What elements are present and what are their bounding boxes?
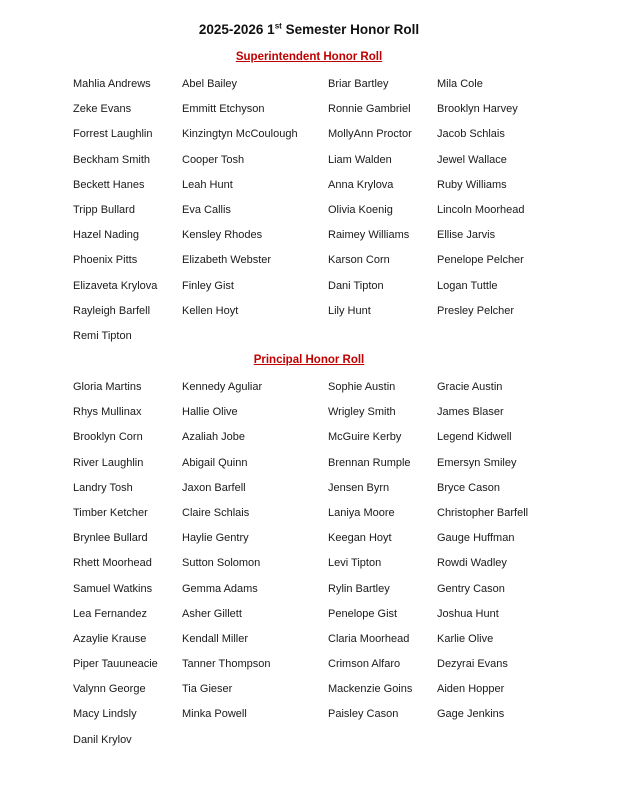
student-name: Phoenix Pitts [73, 254, 138, 267]
student-name: Azaylie Krause [73, 632, 147, 645]
student-name: Kinzingtyn McCoulough [182, 128, 298, 141]
student-name: Rylin Bartley [328, 582, 390, 595]
student-name: Keegan Hoyt [328, 532, 392, 545]
student-name: Sophie Austin [328, 381, 396, 393]
student-name: Ruby Williams [437, 178, 507, 191]
student-name: Kensley Rhodes [182, 229, 263, 242]
page-title [0, 22, 618, 37]
student-name: Elizabeth Webster [182, 254, 272, 267]
title-prefix: 2025-2026 1 [198, 22, 275, 37]
name-row [73, 153, 613, 178]
student-name: Jaxon Barfell [182, 481, 246, 494]
name-row [73, 228, 613, 253]
student-name: Lea Fernandez [73, 607, 147, 620]
name-row [73, 707, 613, 732]
student-name: Emersyn Smiley [437, 456, 517, 469]
name-row [73, 657, 613, 682]
student-name: Rhys Mullinax [73, 406, 142, 419]
name-row [73, 506, 613, 531]
student-name: Abigail Quinn [182, 456, 248, 469]
student-name: Claria Moorhead [328, 632, 410, 645]
student-name: Cooper Tosh [182, 153, 245, 166]
student-name: Brennan Rumple [328, 456, 411, 469]
student-name: Remi Tipton [73, 329, 132, 342]
student-name: Forrest Laughlin [73, 128, 153, 141]
name-row [73, 329, 613, 354]
student-name: Rhett Moorhead [73, 557, 152, 570]
student-name: Jensen Byrn [328, 481, 390, 494]
name-row [73, 178, 613, 203]
student-name: James Blaser [437, 406, 504, 419]
student-name: Crimson Alfaro [328, 658, 401, 671]
student-name: Bryce Cason [437, 481, 500, 494]
name-row [73, 127, 613, 152]
student-name: Dani Tipton [328, 279, 384, 292]
student-name: Leah Hunt [182, 178, 233, 191]
name-row [73, 456, 613, 481]
name-row [73, 77, 613, 102]
student-name: Mila Cole [437, 78, 483, 90]
student-name: Timber Ketcher [73, 506, 148, 519]
name-row [73, 556, 613, 581]
student-name: Kennedy Aguliar [182, 381, 263, 393]
student-name: Valynn George [73, 683, 146, 696]
name-row [73, 380, 613, 405]
principal-honor-roll-list [73, 380, 613, 758]
name-row [73, 481, 613, 506]
name-row [73, 531, 613, 556]
student-name: Gentry Cason [437, 582, 505, 595]
student-name: Sutton Solomon [182, 557, 261, 570]
student-name: Anna Krylova [328, 178, 394, 191]
student-name: Presley Pelcher [437, 304, 515, 317]
student-name: Tripp Bullard [73, 203, 135, 216]
student-name: Abel Bailey [182, 78, 238, 90]
student-name: Rowdi Wadley [437, 557, 507, 570]
student-name: Landry Tosh [73, 481, 133, 494]
student-name: McGuire Kerby [328, 431, 402, 444]
student-name: Raimey Williams [328, 229, 410, 242]
superintendent-honor-roll-list [73, 77, 613, 354]
student-name: Azaliah Jobe [182, 431, 245, 444]
superintendent-honor-roll-heading: Superintendent Honor Roll [235, 51, 383, 63]
name-row [73, 279, 613, 304]
student-name: Brooklyn Corn [73, 431, 143, 444]
student-name: Hallie Olive [182, 406, 238, 419]
student-name: Minka Powell [182, 708, 247, 721]
student-name: Dezyrai Evans [437, 658, 508, 671]
student-name: Penelope Gist [328, 607, 398, 620]
name-row [73, 405, 613, 430]
student-name: Logan Tuttle [437, 279, 498, 292]
student-name: Jewel Wallace [437, 153, 507, 166]
student-name: Haylie Gentry [182, 532, 249, 545]
student-name: Legend Kidwell [437, 431, 512, 444]
student-name: Gage Jenkins [437, 708, 505, 721]
name-row [73, 632, 613, 657]
name-row [73, 682, 613, 707]
name-row [73, 582, 613, 607]
student-name: Jacob Schlais [437, 128, 505, 141]
name-row [73, 430, 613, 455]
student-name: Lincoln Moorhead [437, 203, 525, 216]
student-name: Brynlee Bullard [73, 532, 148, 545]
name-row [73, 304, 613, 329]
title-ordinal-suffix: st [274, 21, 282, 31]
student-name: Liam Walden [328, 153, 392, 166]
student-name: Piper Tauuneacie [73, 658, 158, 671]
student-name: Karlie Olive [437, 632, 494, 645]
student-name: Finley Gist [182, 279, 234, 292]
student-name: Kellen Hoyt [182, 304, 239, 317]
student-name: Rayleigh Barfell [73, 304, 151, 317]
student-name: Lily Hunt [328, 304, 371, 317]
student-name: Elizaveta Krylova [73, 279, 158, 292]
student-name: Eva Callis [182, 203, 231, 216]
student-name: Briar Bartley [328, 78, 389, 90]
student-name: Gemma Adams [182, 582, 258, 595]
name-row [73, 253, 613, 278]
student-name: Zeke Evans [73, 103, 132, 116]
student-name: Karson Corn [328, 254, 390, 267]
student-name: Ellise Jarvis [437, 229, 496, 242]
student-name: Asher Gillett [182, 607, 242, 620]
student-name: Christopher Barfell [437, 506, 529, 519]
student-name: River Laughlin [73, 456, 144, 469]
name-row [73, 733, 613, 758]
student-name: Olivia Koenig [328, 203, 393, 216]
student-name: Brooklyn Harvey [437, 103, 518, 116]
student-name: Danil Krylov [73, 733, 132, 746]
student-name: Tia Gieser [182, 683, 233, 696]
student-name: Mahlia Andrews [73, 78, 151, 90]
student-name: Paisley Cason [328, 708, 399, 721]
student-name: Tanner Thompson [182, 658, 271, 671]
name-row [73, 203, 613, 228]
student-name: Emmitt Etchyson [182, 103, 265, 116]
student-name: Levi Tipton [328, 557, 382, 570]
student-name: Laniya Moore [328, 506, 395, 519]
name-row [73, 607, 613, 632]
student-name: Macy Lindsly [73, 708, 137, 721]
student-name: Aiden Hopper [437, 683, 505, 696]
name-row [73, 102, 613, 127]
student-name: Kendall Miller [182, 632, 249, 645]
principal-honor-roll-heading: Principal Honor Roll [253, 354, 365, 366]
student-name: Joshua Hunt [437, 607, 499, 620]
student-name: Mackenzie Goins [328, 683, 413, 696]
student-name: Hazel Nading [73, 229, 140, 242]
student-name: MollyAnn Proctor [328, 128, 412, 141]
student-name: Wrigley Smith [328, 406, 396, 419]
student-name: Gloria Martins [73, 381, 142, 393]
student-name: Ronnie Gambriel [328, 103, 411, 116]
title-suffix: Semester Honor Roll [281, 22, 420, 37]
student-name: Gauge Huffman [437, 532, 515, 545]
student-name: Samuel Watkins [73, 582, 153, 595]
student-name: Beckett Hanes [73, 178, 145, 191]
student-name: Beckham Smith [73, 153, 151, 166]
student-name: Claire Schlais [182, 506, 250, 519]
student-name: Gracie Austin [437, 381, 503, 393]
student-name: Penelope Pelcher [437, 254, 524, 267]
